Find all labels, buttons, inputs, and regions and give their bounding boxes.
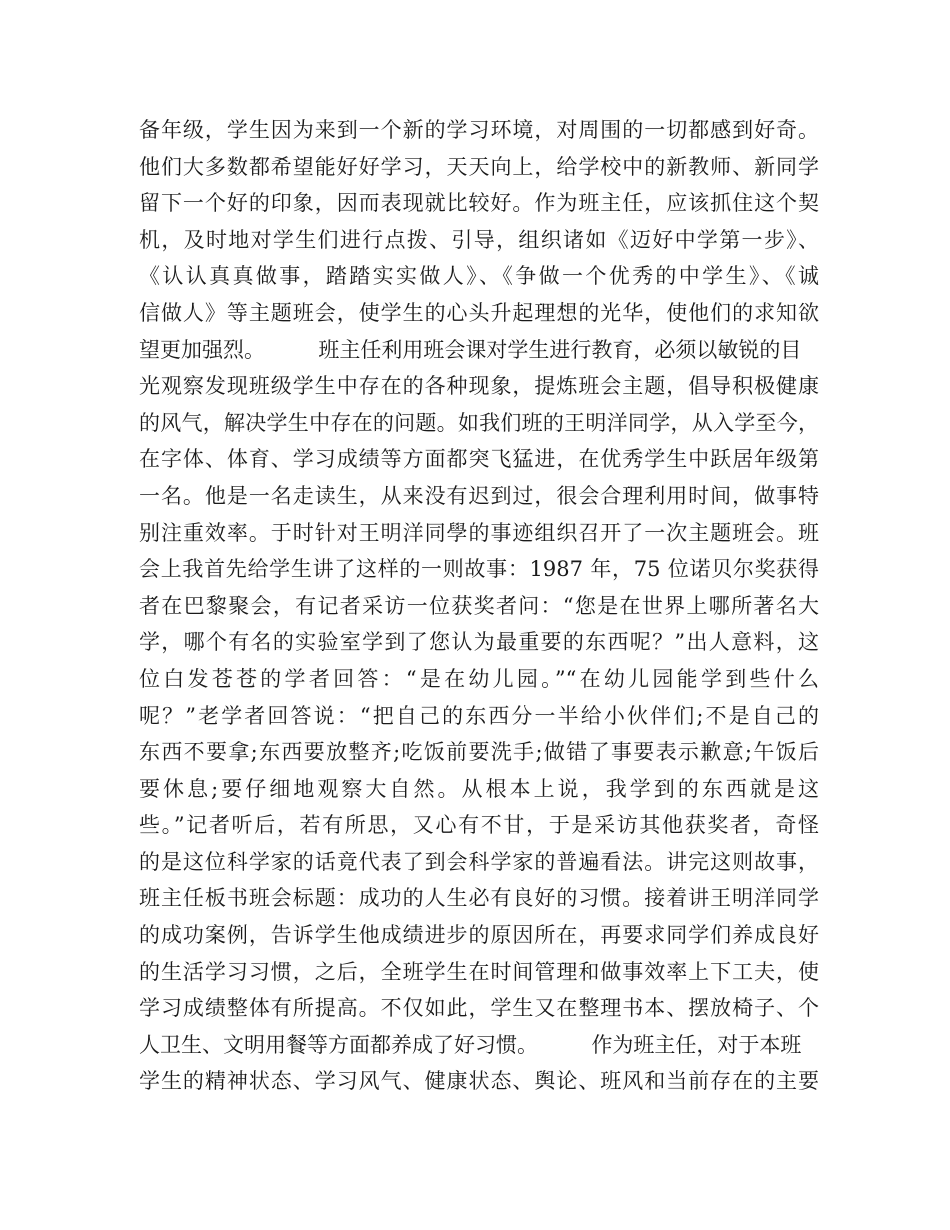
text-line: 望更加强烈。 班主任利用班会课对学生进行教育，必须以敏锐的目	[139, 337, 802, 362]
text-line: 人卫生、文明用餐等方面都养成了好习惯。 作为班主任，对于本班	[139, 1032, 802, 1057]
text-line: 东西不要拿;东西要放整齐;吃饭前要洗手;做错了事要表示歉意;午饭后	[139, 740, 819, 765]
text-line: 《认认真真做事，踏踏实实做人》、《争做一个优秀的中学生》、《诚	[139, 264, 819, 289]
text-line: 学，哪个有名的实验室学到了您认为最重要的东西呢？”出人意料，这	[139, 630, 819, 655]
text-line: 些。”记者听后，若有所思，又心有不甘，于是采访其他获奖者，奇怪	[139, 813, 819, 838]
text-line: 在字体、体育、学习成绩等方面都突飞猛进，在优秀学生中跃居年级第	[139, 447, 819, 472]
text-line: 别注重效率。于时针对王明洋同學的事迹组织召开了一次主题班会。班	[139, 520, 819, 545]
text-line: 班主任板书班会标题：成功的人生必有良好的习惯。接着讲王明洋同学	[139, 886, 819, 911]
text-line: 信做人》等主题班会，使学生的心头升起理想的光华，使他们的求知欲	[139, 300, 819, 325]
body-text	[139, 112, 819, 1100]
text-line: 他们大多数都希望能好好学习，天天向上，给学校中的新教师、新同学	[139, 154, 819, 179]
text-line: 一名。他是一名走读生，从来没有迟到过，很会合理利用时间，做事特	[139, 483, 819, 508]
text-line: 的是这位科学家的话竟代表了到会科学家的普遍看法。讲完这则故事，	[139, 849, 819, 874]
text-line: 学生的精神状态、学习风气、健康状态、舆论、班风和当前存在的主要	[139, 1069, 819, 1094]
text-line: 要休息;要仔细地观察大自然。从根本上说，我学到的东西就是这	[139, 776, 819, 801]
text-line: 的成功案例，告诉学生他成绩进步的原因所在，再要求同学们养成良好	[139, 923, 819, 948]
text-line: 备年级，学生因为来到一个新的学习环境，对周围的一切都感到好奇。	[139, 118, 819, 142]
text-line: 的生活学习习惯，之后，全班学生在时间管理和做事效率上下工夫，使	[139, 959, 819, 984]
text-line: 机，及时地对学生们进行点拨、引导，组织诸如《迈好中学第一步》、	[139, 227, 819, 252]
text-line: 光观察发现班级学生中存在的各种现象，提炼班会主题，倡导积极健康	[139, 374, 819, 399]
text-line: 呢？”老学者回答说：“把自己的东西分一半给小伙伴们;不是自己的	[139, 703, 819, 728]
text-line: 会上我首先给学生讲了这样的一则故事：1987 年，75 位诺贝尔奖获得	[139, 557, 819, 582]
text-line: 留下一个好的印象，因而表现就比较好。作为班主任，应该抓住这个契	[139, 191, 819, 216]
text-line: 的风气，解决学生中存在的问题。如我们班的王明洋同学，从入学至今，	[139, 410, 819, 435]
text-line: 位白发苍苍的学者回答：“是在幼儿园。”“在幼儿园能学到些什么	[139, 666, 819, 691]
text-line: 者在巴黎聚会，有记者采访一位获奖者问：“您是在世界上哪所著名大	[139, 593, 819, 618]
text-line: 学习成绩整体有所提高。不仅如此，学生又在整理书本、摆放椅子、个	[139, 996, 819, 1021]
